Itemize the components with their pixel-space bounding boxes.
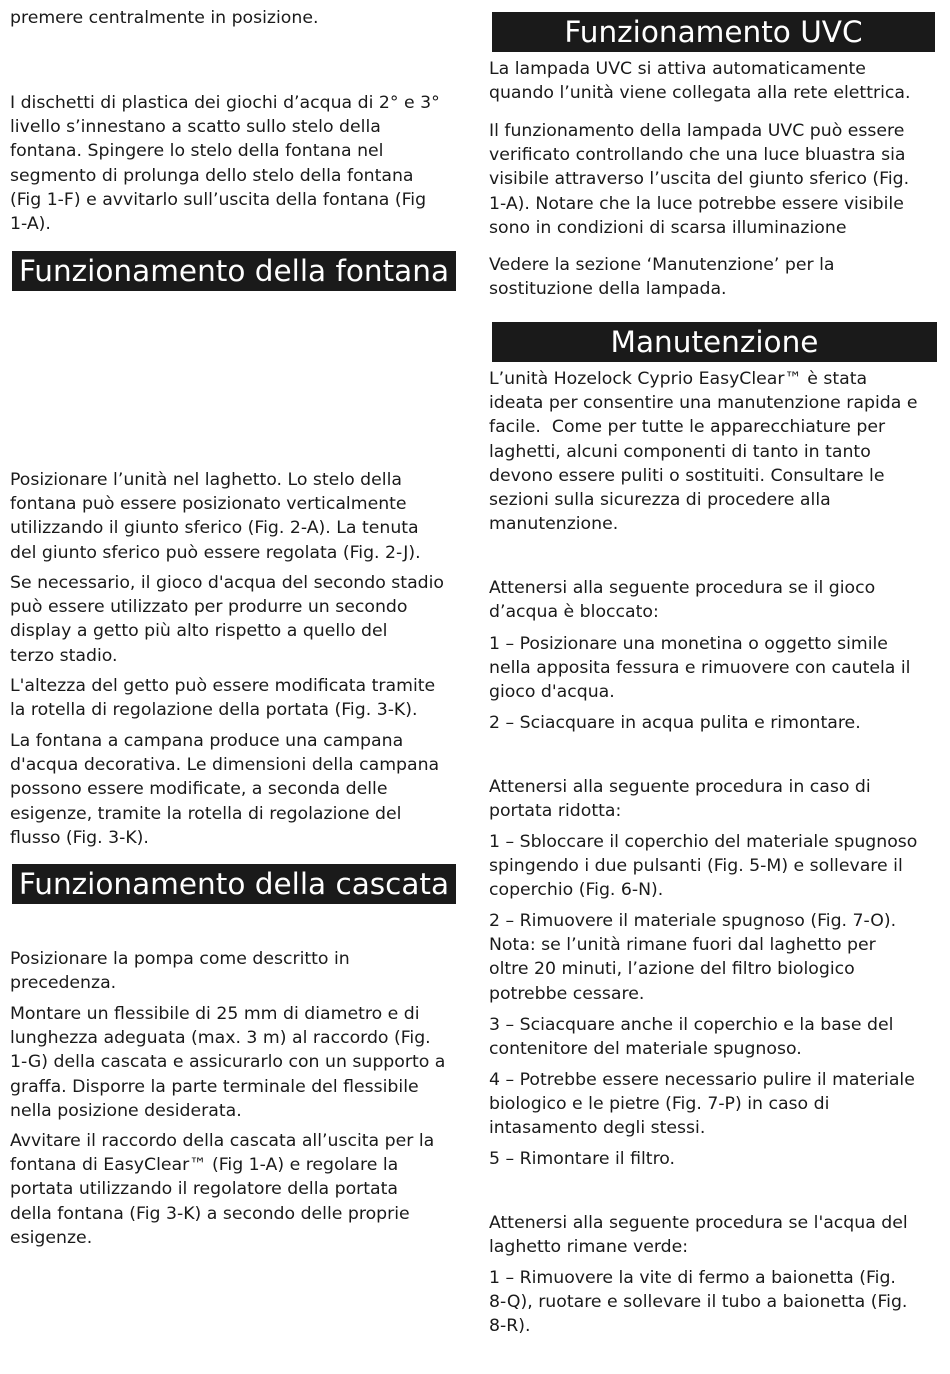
paragraph-hose: Montare un flessibile di 25 mm di diametro e di lunghezza adeguata (max. 3 m) al raccordo (Fig. 1-G) della cascata e assicurarlo con un supporto a graffa. Disporre la parte terminale del flessibile nella posizione desiderata. xyxy=(10,1004,446,1121)
paragraph-green-water-intro: Attenersi alla seguente procedura se l'acqua del laghetto rimane verde: xyxy=(489,1213,908,1258)
paragraph-continuation: premere centralmente in posizione. xyxy=(10,8,319,28)
paragraph-reduced-flow-intro: Attenersi alla seguente procedura in caso di portata ridotta: xyxy=(489,777,871,822)
paragraph-bell-fountain: La fontana a campana produce una campana d'acqua decorativa. Le dimensioni della campana possono essere modificate, a seconda delle esigenze, tramite la rotella di regolazione del flusso (Fig. 3-K). xyxy=(10,731,440,848)
heading-fountain-operation: Funzionamento della fontana xyxy=(12,251,456,291)
paragraph-uvc-activation: La lampada UVC si attiva automaticamente quando l’unità viene collegata alla rete elettrica. xyxy=(489,59,911,104)
paragraph-second-stage: Se necessario, il gioco d'acqua del secondo stadio può essere utilizzato per produrre un secondo display a getto più alto rispetto a quello del terzo stadio. xyxy=(10,573,445,666)
step-green-1: 1 – Rimuovere la vite di fermo a baionetta (Fig. 8-Q), ruotare e sollevare il tubo a baionetta (Fig. 8-R). xyxy=(489,1268,908,1337)
heading-uvc-operation: Funzionamento UVC xyxy=(492,12,935,52)
paragraph-discs: I dischetti di plastica dei giochi d’acqua di 2° e 3° livello s’innestano a scatto sullo stelo della fontana. Spingere lo stelo della fontana nel segmento di prolunga dello stelo della fontana (Fig 1-F) e avvitarlo sull’uscita della fontana (Fig 1-A). xyxy=(10,93,440,235)
paragraph-position-unit: Posizionare l’unità nel laghetto. Lo stelo della fontana può essere posizionato verticalmente utilizzando il giunto sferico (Fig. 2-A). La tenuta del giunto sferico può essere regolata (Fig. 2-J). xyxy=(10,470,421,563)
step-blocked-2: 2 – Sciacquare in acqua pulita e rimontare. xyxy=(489,713,861,733)
step-flow-2: 2 – Rimuovere il materiale spugnoso (Fig. 7-O). Nota: se l’unità rimane fuori dal laghetto per oltre 20 minuti, l’azione del filtro biologico potrebbe cessare. xyxy=(489,911,897,1004)
paragraph-jet-height: L'altezza del getto può essere modificata tramite la rotella di regolazione della portata (Fig. 3-K). xyxy=(10,676,436,721)
paragraph-screw-fitting: Avvitare il raccordo della cascata all’uscita per la fontana di EasyClear™ (Fig 1-A) e regolare la portata utilizzando il regolatore della portata della fontana (Fig 3-K) a secondo delle proprie esigenze. xyxy=(10,1131,435,1248)
heading-waterfall-operation: Funzionamento della cascata xyxy=(12,864,456,904)
step-flow-5: 5 – Rimontare il filtro. xyxy=(489,1149,676,1169)
paragraph-blocked-intro: Attenersi alla seguente procedura se il gioco d’acqua è bloccato: xyxy=(489,578,876,623)
paragraph-maintenance-intro: L’unità Hozelock Cyprio EasyClear™ è stata ideata per consentire una manutenzione rapida e facile. Come per tutte le apparecchiature per laghetti, alcuni componenti di tanto in tanto devono essere puliti o sostituiti. Consultare le sezioni sulla sicurezza di procedere alla manutenzione. xyxy=(489,369,918,535)
heading-maintenance: Manutenzione xyxy=(492,322,937,362)
paragraph-position-pump: Posizionare la pompa come descritto in precedenza. xyxy=(10,949,350,994)
step-flow-3: 3 – Sciacquare anche il coperchio e la base del contenitore del materiale spugnoso. xyxy=(489,1015,894,1060)
paragraph-uvc-check: Il funzionamento della lampada UVC può essere verificato controllando che una luce bluastra sia visibile attraverso l’uscita del giunto sferico (Fig. 1-A). Notare che la luce potrebbe essere visibile sono in condizioni di scarsa illuminazione xyxy=(489,121,910,238)
step-flow-1: 1 – Sbloccare il coperchio del materiale spugnoso spingendo i due pulsanti (Fig. 5-M) e sollevare il coperchio (Fig. 6-N). xyxy=(489,832,918,901)
step-blocked-1: 1 – Posizionare una monetina o oggetto simile nella apposita fessura e rimuovere con cautela il gioco d'acqua. xyxy=(489,634,911,703)
step-flow-4: 4 – Potrebbe essere necessario pulire il materiale biologico e le pietre (Fig. 7-P) in caso di intasamento degli stessi. xyxy=(489,1070,915,1139)
paragraph-uvc-lamp-replacement: Vedere la sezione ‘Manutenzione’ per la sostituzione della lampada. xyxy=(489,255,835,300)
